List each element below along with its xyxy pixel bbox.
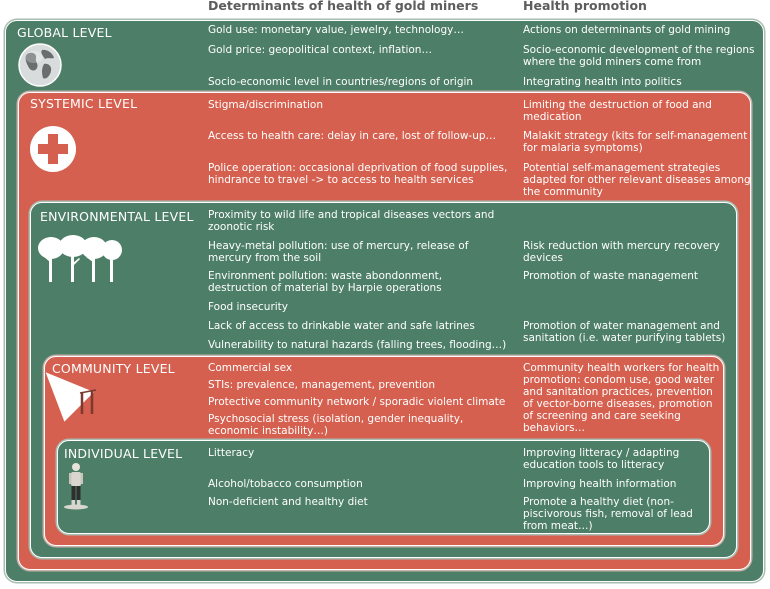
community-determinant-4: Psychosocial stress (isolation, gender inequality, economic instability…) (208, 413, 464, 437)
environmental-determinant-4: Food insecurity (208, 301, 289, 313)
individual-promotion-1: Improving litteracy / adapting education tools to litteracy (523, 447, 680, 471)
individual-promotion-3: Promote a healthy diet (non- piscivorous fish, removal of lead from meat…) (523, 496, 693, 532)
environmental-determinant-6: Vulnerability to natural hazards (falling trees, flooding…) (208, 339, 507, 351)
systemic-promotion-1: Limiting the destruction of food and medication (523, 99, 712, 123)
trees-icon (37, 232, 123, 284)
individual-determinant-2: Alcohol/tobacco consumption (208, 478, 363, 490)
individual-promotion-2: Improving health information (523, 478, 677, 490)
systemic-level-label: SYSTEMIC LEVEL (30, 96, 138, 111)
systemic-promotion-2: Malakit strategy (kits for self-management for malaria symptoms) (523, 130, 748, 154)
global-determinant-3: Socio-economic level in countries/regions of origin (208, 76, 474, 88)
person-icon (62, 462, 90, 510)
systemic-determinant-1: Stigma/discrimination (208, 99, 323, 111)
medical-cross-icon (29, 125, 77, 173)
environmental-promotion-1: Risk reduction with mercury recovery devices (523, 240, 720, 264)
systemic-determinant-3: Police operation: occasional deprivation of food supplies, hindrance to travel -> to access to health services (208, 162, 508, 186)
globe-icon (17, 42, 63, 88)
global-level-label: GLOBAL LEVEL (17, 25, 112, 40)
global-determinant-2: Gold price: geopolitical context, inflation… (208, 44, 432, 56)
community-determinant-3: Protective community network / sporadic violent climate (208, 396, 506, 408)
community-promotion-1: Community health workers for health promotion: condom use, good water and sanitation practices, prevention of vector-borne diseases, promotion of screening and care seeking behaviors… (523, 362, 720, 434)
community-determinant-1: Commercial sex (208, 362, 293, 374)
community-level-label: COMMUNITY LEVEL (52, 361, 175, 376)
individual-level-label: INDIVIDUAL LEVEL (64, 446, 183, 461)
global-promotion-3: Integrating health into politics (523, 76, 682, 88)
systemic-promotion-3: Potential self-management strategies adapted for other relevant diseases among the community (523, 162, 751, 198)
environmental-determinant-3: Environment pollution: waste abondonment, destruction of material by Harpie operations (208, 270, 443, 294)
individual-determinant-1: Litteracy (208, 447, 255, 459)
environmental-level-label: ENVIRONMENTAL LEVEL (40, 209, 194, 224)
environmental-determinant-5: Lack of access to drinkable water and safe latrines (208, 320, 475, 332)
tent-icon (44, 370, 100, 426)
global-determinant-1: Gold use: monetary value, jewelry, technology… (208, 24, 464, 36)
environmental-promotion-3: Promotion of water management and sanitation (i.e. water purifying tablets) (523, 320, 726, 344)
environmental-determinant-1: Proximity to wild life and tropical diseases vectors and zoonotic risk (208, 209, 495, 233)
community-determinant-2: STIs: prevalence, management, prevention (208, 379, 435, 391)
determinants-column-header: Determinants of health of gold miners (208, 0, 479, 13)
global-promotion-1: Actions on determinants of gold mining (523, 24, 731, 36)
systemic-determinant-2: Access to health care: delay in care, lost of follow-up… (208, 130, 497, 142)
promotion-column-header: Health promotion (523, 0, 647, 13)
global-promotion-2: Socio-economic development of the regions where the gold miners come from (523, 44, 755, 68)
environmental-determinant-2: Heavy-metal pollution: use of mercury, release of mercury from the soil (208, 240, 469, 264)
individual-determinant-3: Non-deficient and healthy diet (208, 496, 368, 508)
environmental-promotion-2: Promotion of waste management (523, 270, 698, 282)
